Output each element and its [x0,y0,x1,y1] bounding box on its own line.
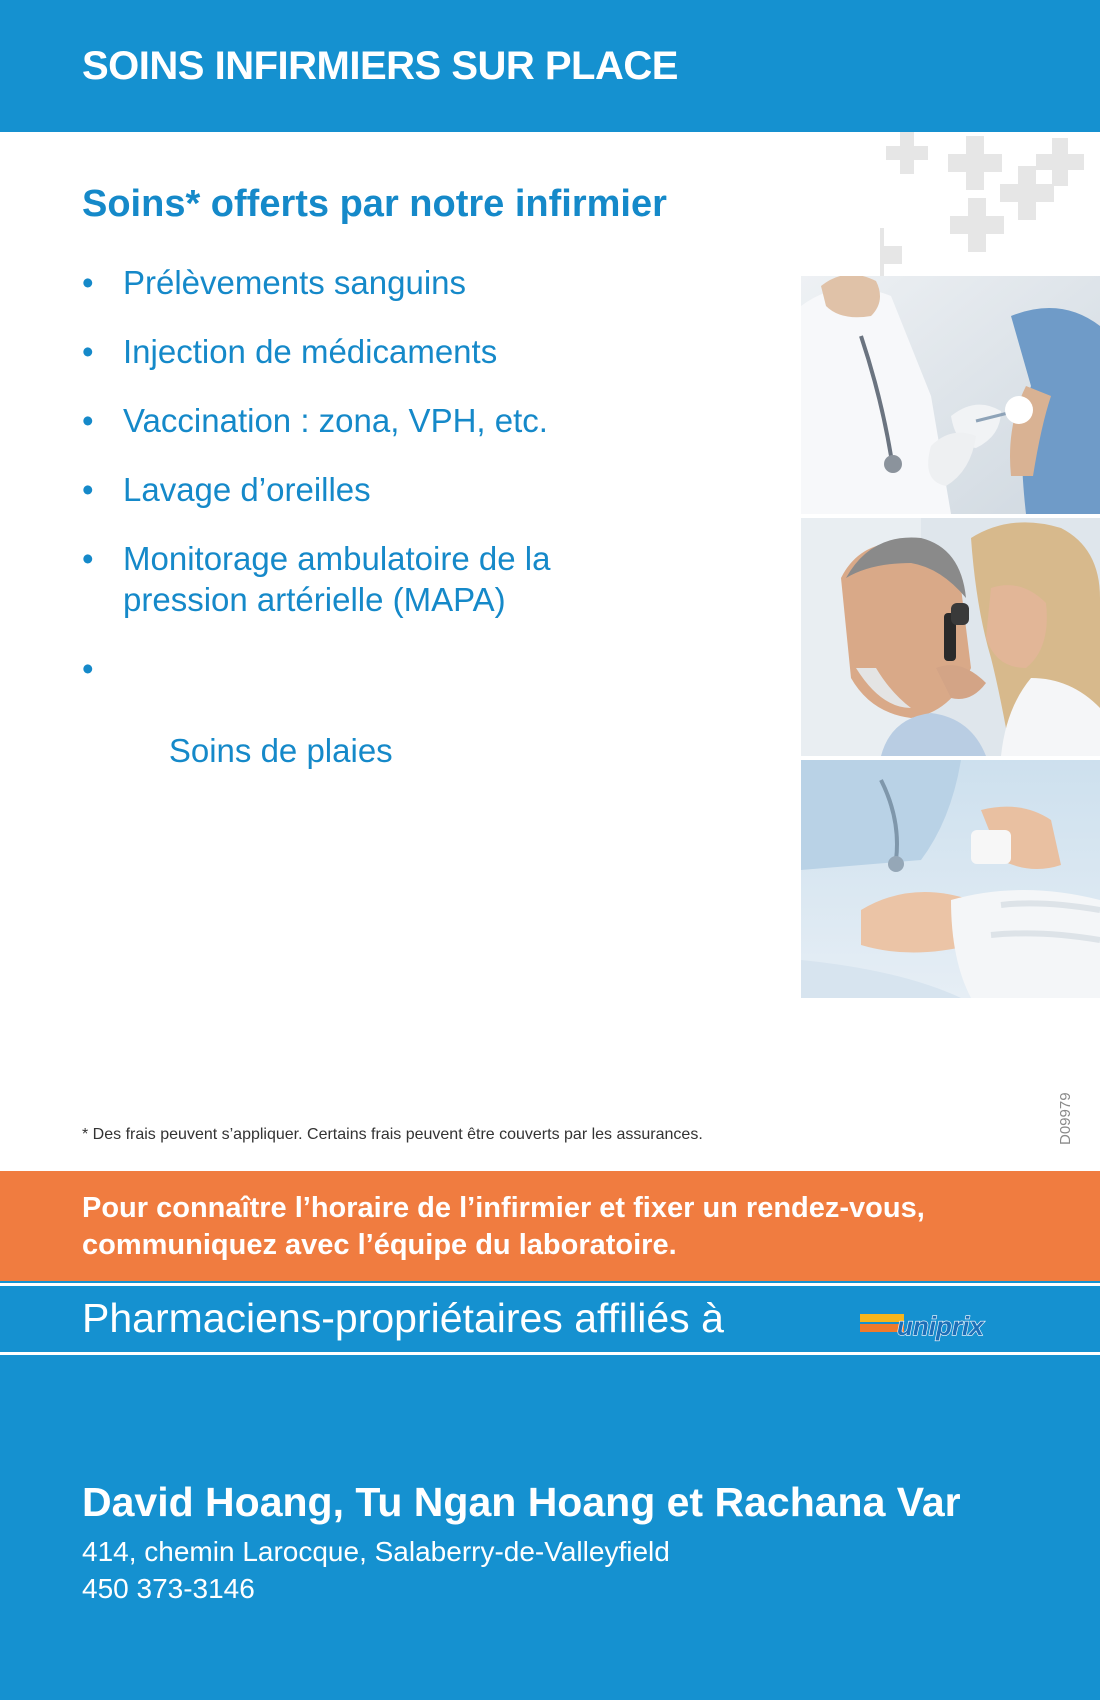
service-text: Injection de médicaments [123,333,498,370]
services-heading: Soins* offerts par notre infirmier [82,183,667,225]
bullet-icon: • [82,540,94,577]
bullet-icon: • [82,471,94,508]
service-text: Lavage d’oreilles [123,471,371,508]
list-item [82,538,643,620]
list-item [82,648,683,812]
services-list [82,262,683,812]
pharmacy-owners: David Hoang, Tu Ngan Hoang et Rachana Var [82,1479,961,1525]
service-text: Soins de plaies [159,732,393,769]
service-text: Monitorage ambulatoire de la pression artérielle (MAPA) [123,540,551,618]
call-to-action [82,1190,1082,1264]
injection-photo-icon [801,276,1100,514]
decorative-crosses-icon [880,132,1100,277]
cta-line-1: Pour connaître l’horaire de l’infirmier et fixer un rendez-vous, [82,1192,925,1224]
bullet-icon: • [82,264,94,301]
logo-text: uniprix [897,1311,984,1341]
list-item [82,331,683,372]
divider [0,1283,1100,1286]
service-text: Vaccination : zona, VPH, etc. [123,402,548,439]
page-title: SOINS INFIRMIERS SUR PLACE [82,44,678,88]
divider [0,1352,1100,1355]
cta-line-2: communiquez avec l’équipe du laboratoire. [82,1229,677,1261]
list-item [82,400,683,441]
list-item [82,262,683,303]
affiliation-text: Pharmaciens-propriétaires affiliés à [82,1295,724,1341]
list-item [82,469,683,510]
pharmacy-phone[interactable]: 450 373-3146 [82,1573,255,1604]
pharmacy-address: 414, chemin Larocque, Salaberry-de-Valleyfield [82,1536,670,1567]
bullet-icon: • [82,650,94,687]
bullet-icon: • [82,402,94,439]
service-text: Prélèvements sanguins [123,264,467,301]
footnote: * Des frais peuvent s’appliquer. Certains frais peuvent être couverts par les assurances. [82,1126,703,1143]
bullet-icon: • [82,333,94,370]
document-code: D09979 [1057,1092,1074,1145]
ear-exam-photo-icon [801,518,1100,756]
uniprix-logo [860,1305,1018,1345]
wound-care-photo-icon [801,760,1100,998]
